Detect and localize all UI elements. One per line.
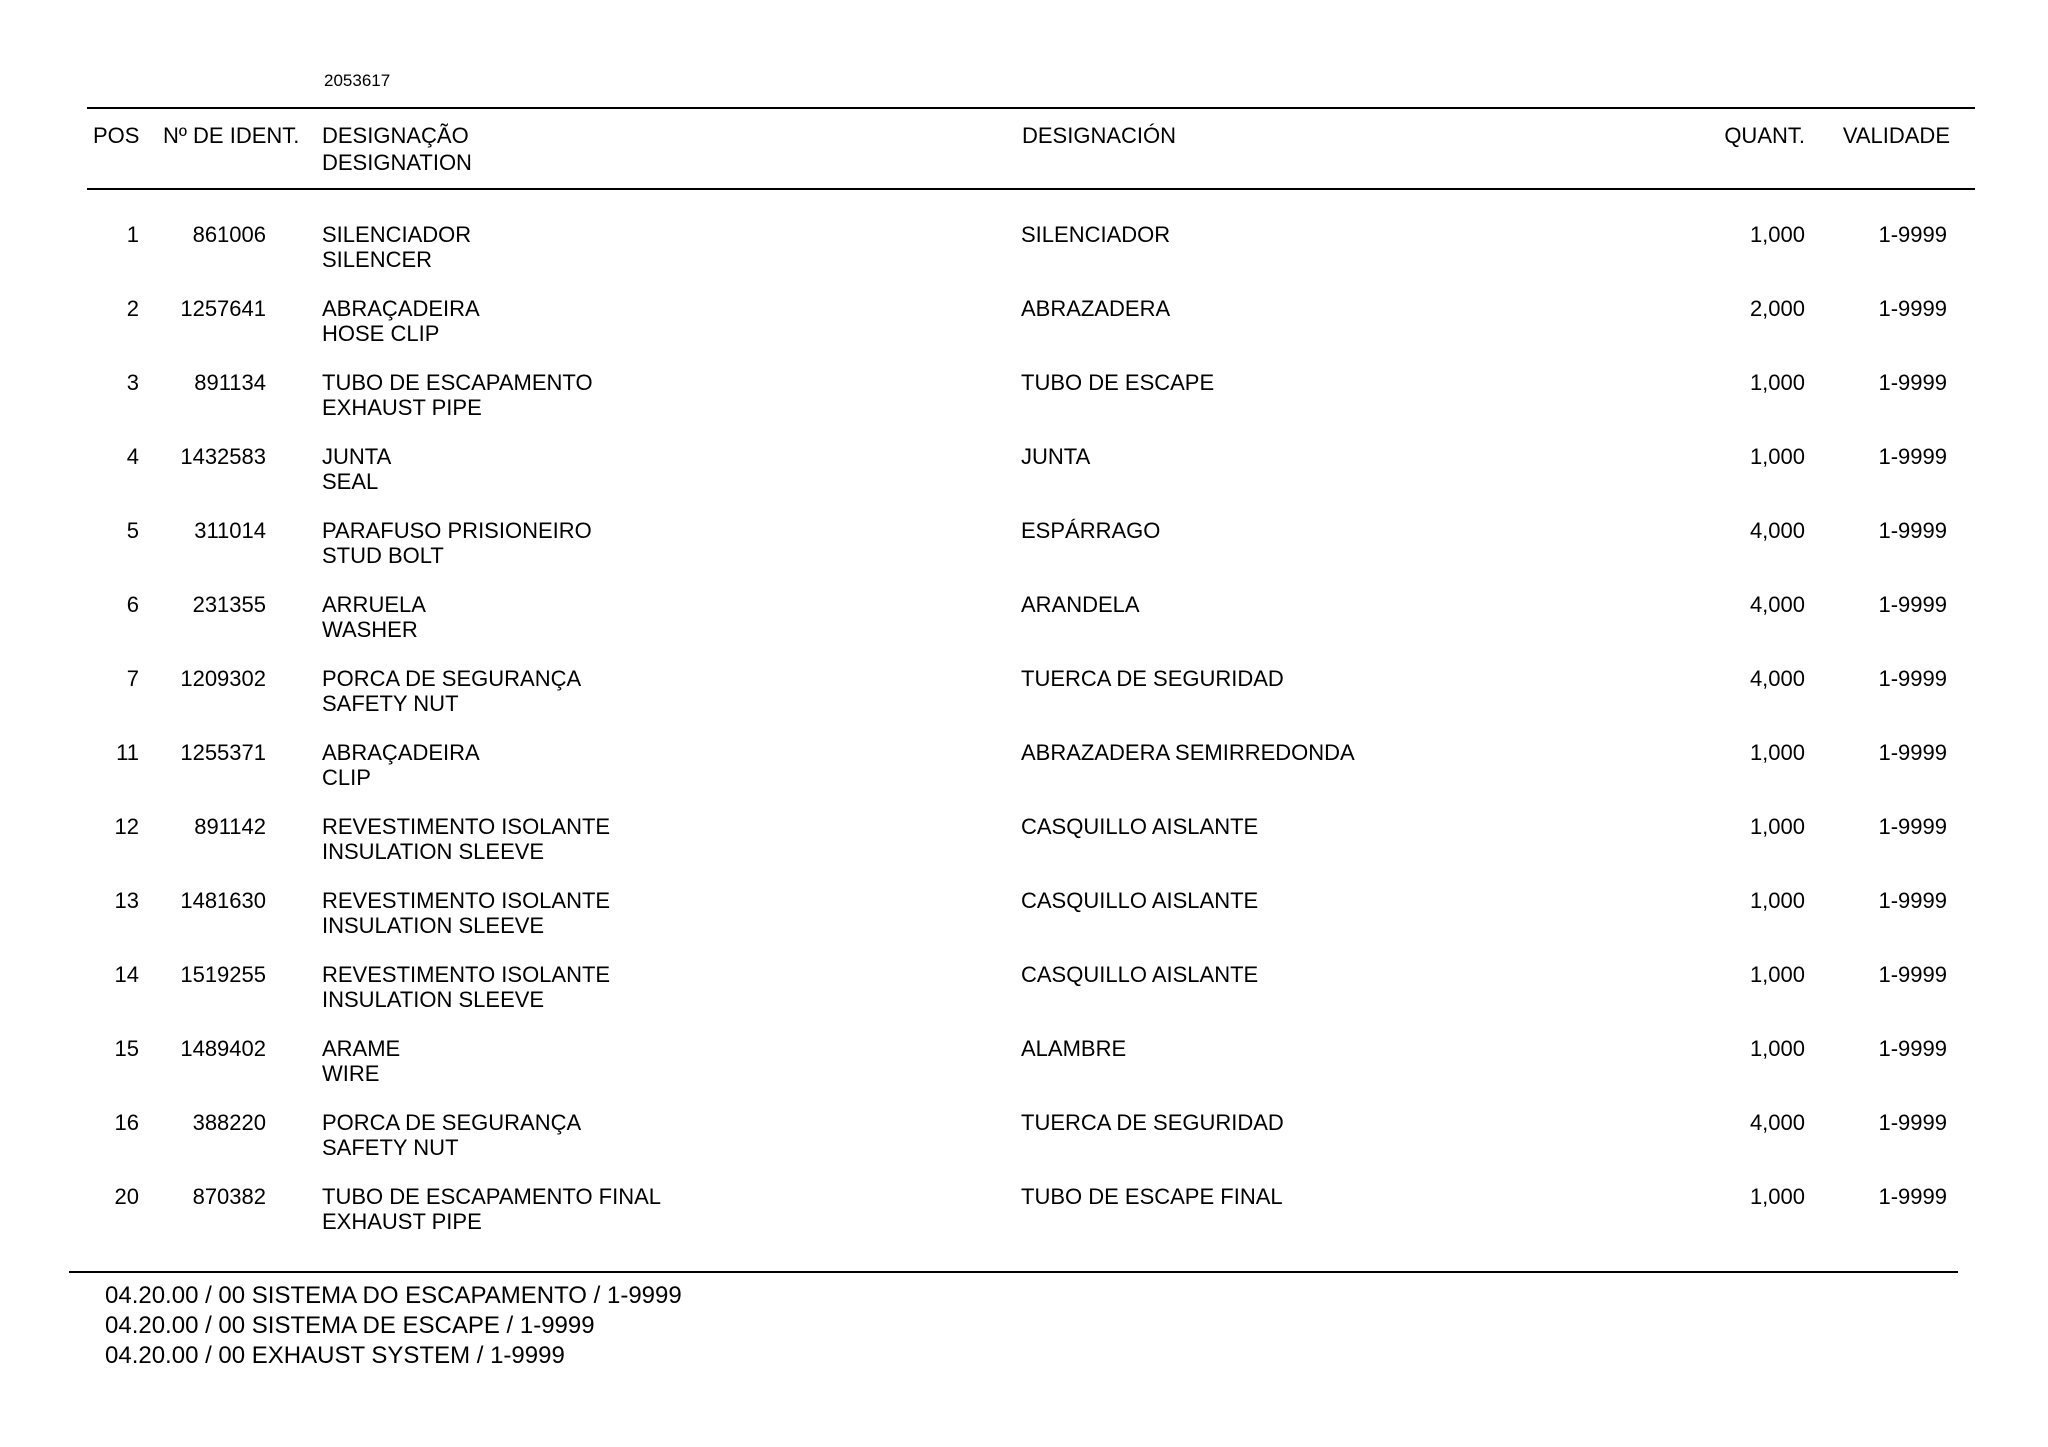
cell-quantity: 4,000 — [1749, 592, 1805, 617]
cell-ident-number: 1432583 — [180, 444, 266, 469]
cell-pos: 2 — [126, 296, 139, 321]
header-bottom-rule — [87, 188, 1975, 190]
document-number: 2053617 — [324, 71, 391, 90]
cell-pos: 3 — [126, 370, 139, 395]
cell-validity: 1-9999 — [1878, 666, 1947, 691]
cell-ident-number: 891134 — [194, 370, 266, 395]
table-bottom-rule — [69, 1271, 1958, 1273]
table-row — [0, 962, 2048, 1036]
cell-designation-es: TUBO DE ESCAPE FINAL — [1021, 1184, 1283, 1209]
cell-designation-es: CASQUILLO AISLANTE — [1021, 888, 1259, 913]
cell-designation-pt: PORCA DE SEGURANÇA — [322, 1110, 582, 1135]
cell-designation-pt: JUNTA — [322, 444, 392, 469]
cell-ident-number: 1489402 — [180, 1036, 266, 1061]
column-header-ident: Nº DE IDENT. — [163, 123, 300, 148]
cell-designation-pt: SILENCIADOR — [322, 222, 472, 247]
cell-designation-en: WASHER — [322, 617, 418, 642]
cell-designation-es: ABRAZADERA — [1021, 296, 1171, 321]
cell-pos: 12 — [114, 814, 139, 839]
cell-pos: 11 — [116, 740, 139, 765]
cell-validity: 1-9999 — [1878, 888, 1947, 913]
cell-quantity: 1,000 — [1749, 740, 1805, 765]
cell-quantity: 1,000 — [1749, 1036, 1805, 1061]
cell-quantity: 4,000 — [1749, 666, 1805, 691]
cell-designation-en: SILENCER — [322, 247, 433, 272]
cell-validity: 1-9999 — [1878, 1184, 1947, 1209]
table-row — [0, 222, 2048, 296]
table-row — [0, 814, 2048, 888]
table-row — [0, 444, 2048, 518]
column-header-quant: QUANT. — [1724, 123, 1805, 148]
cell-designation-en: EXHAUST PIPE — [322, 1209, 482, 1234]
cell-pos: 15 — [114, 1036, 139, 1061]
cell-quantity: 4,000 — [1749, 518, 1805, 543]
table-row — [0, 1036, 2048, 1110]
cell-validity: 1-9999 — [1878, 962, 1947, 987]
cell-designation-pt: PARAFUSO PRISIONEIRO — [322, 518, 592, 543]
cell-designation-en: SEAL — [322, 469, 379, 494]
cell-designation-es: JUNTA — [1021, 444, 1091, 469]
cell-ident-number: 311014 — [194, 518, 266, 543]
cell-designation-pt: ABRAÇADEIRA — [322, 740, 480, 765]
cell-ident-number: 1209302 — [180, 666, 266, 691]
column-header-designation-en: DESIGNATION — [322, 150, 472, 175]
cell-designation-pt: ABRAÇADEIRA — [322, 296, 480, 321]
cell-designation-es: ARANDELA — [1021, 592, 1140, 617]
cell-ident-number: 1519255 — [180, 962, 266, 987]
cell-designation-en: STUD BOLT — [322, 543, 444, 568]
column-header-designacion: DESIGNACIÓN — [1022, 123, 1177, 148]
cell-designation-en: SAFETY NUT — [322, 1135, 459, 1160]
cell-designation-pt: REVESTIMENTO ISOLANTE — [322, 814, 611, 839]
cell-validity: 1-9999 — [1878, 814, 1947, 839]
cell-designation-es: CASQUILLO AISLANTE — [1021, 814, 1259, 839]
column-header-designation — [322, 122, 472, 176]
cell-designation-es: TUBO DE ESCAPE — [1021, 370, 1215, 395]
cell-quantity: 1,000 — [1749, 370, 1805, 395]
cell-quantity: 1,000 — [1749, 888, 1805, 913]
cell-validity: 1-9999 — [1878, 370, 1947, 395]
footer-line-es: 04.20.00 / 00 SISTEMA DE ESCAPE / 1-9999 — [105, 1312, 595, 1339]
cell-ident-number: 1255371 — [180, 740, 266, 765]
cell-pos: 1 — [126, 222, 139, 247]
header-top-rule — [87, 107, 1975, 109]
cell-designation-pt: TUBO DE ESCAPAMENTO FINAL — [322, 1184, 662, 1209]
cell-validity: 1-9999 — [1878, 444, 1947, 469]
table-row — [0, 370, 2048, 444]
cell-designation-pt: TUBO DE ESCAPAMENTO — [322, 370, 593, 395]
cell-designation-es: TUERCA DE SEGURIDAD — [1021, 666, 1284, 691]
cell-ident-number: 861006 — [192, 222, 266, 247]
cell-designation-pt: REVESTIMENTO ISOLANTE — [322, 962, 611, 987]
cell-designation-pt: ARRUELA — [322, 592, 426, 617]
footer-line-pt: 04.20.00 / 00 SISTEMA DO ESCAPAMENTO / 1-9999 — [105, 1282, 682, 1309]
cell-designation-en: EXHAUST PIPE — [322, 395, 482, 420]
cell-validity: 1-9999 — [1878, 592, 1947, 617]
footer-line-en: 04.20.00 / 00 EXHAUST SYSTEM / 1-9999 — [105, 1342, 565, 1369]
table-row — [0, 518, 2048, 592]
cell-ident-number: 1257641 — [180, 296, 266, 321]
cell-quantity: 1,000 — [1749, 962, 1805, 987]
cell-quantity: 1,000 — [1749, 222, 1805, 247]
cell-designation-en: INSULATION SLEEVE — [322, 913, 545, 938]
cell-validity: 1-9999 — [1878, 518, 1947, 543]
cell-designation-pt: REVESTIMENTO ISOLANTE — [322, 888, 611, 913]
table-row — [0, 296, 2048, 370]
cell-designation-pt: PORCA DE SEGURANÇA — [322, 666, 582, 691]
cell-designation-es: ABRAZADERA SEMIRREDONDA — [1021, 740, 1355, 765]
cell-designation-en: INSULATION SLEEVE — [322, 839, 545, 864]
cell-quantity: 1,000 — [1749, 444, 1805, 469]
cell-pos: 14 — [114, 962, 139, 987]
cell-designation-es: ESPÁRRAGO — [1021, 518, 1161, 543]
cell-validity: 1-9999 — [1878, 740, 1947, 765]
table-row — [0, 740, 2048, 814]
cell-designation-en: WIRE — [322, 1061, 380, 1086]
cell-designation-es: TUERCA DE SEGURIDAD — [1021, 1110, 1284, 1135]
cell-pos: 20 — [114, 1184, 139, 1209]
table-row — [0, 1110, 2048, 1184]
cell-designation-en: SAFETY NUT — [322, 691, 459, 716]
cell-pos: 6 — [126, 592, 139, 617]
cell-designation-en: HOSE CLIP — [322, 321, 440, 346]
table-row — [0, 1184, 2048, 1258]
cell-designation-en: INSULATION SLEEVE — [322, 987, 545, 1012]
table-row — [0, 592, 2048, 666]
cell-designation-pt: ARAME — [322, 1036, 401, 1061]
cell-validity: 1-9999 — [1878, 296, 1947, 321]
cell-validity: 1-9999 — [1878, 1110, 1947, 1135]
cell-validity: 1-9999 — [1878, 1036, 1947, 1061]
cell-quantity: 2,000 — [1749, 296, 1805, 321]
column-header-designacao: DESIGNAÇÃO — [322, 123, 469, 148]
cell-ident-number: 1481630 — [180, 888, 266, 913]
cell-validity: 1-9999 — [1878, 222, 1947, 247]
cell-designation-es: ALAMBRE — [1021, 1036, 1127, 1061]
cell-quantity: 1,000 — [1749, 1184, 1805, 1209]
cell-quantity: 4,000 — [1749, 1110, 1805, 1135]
cell-pos: 7 — [126, 666, 139, 691]
column-header-validade: VALIDADE — [1842, 123, 1950, 148]
cell-designation-es: CASQUILLO AISLANTE — [1021, 962, 1259, 987]
cell-pos: 13 — [114, 888, 139, 913]
cell-ident-number: 388220 — [192, 1110, 266, 1135]
cell-designation-en: CLIP — [322, 765, 371, 790]
cell-pos: 16 — [114, 1110, 139, 1135]
cell-pos: 4 — [126, 444, 139, 469]
table-row — [0, 888, 2048, 962]
column-header-pos: POS — [93, 123, 140, 148]
cell-ident-number: 891142 — [194, 814, 266, 839]
cell-ident-number: 231355 — [192, 592, 266, 617]
cell-ident-number: 870382 — [192, 1184, 266, 1209]
cell-quantity: 1,000 — [1749, 814, 1805, 839]
cell-pos: 5 — [126, 518, 139, 543]
cell-designation-es: SILENCIADOR — [1021, 222, 1171, 247]
table-row — [0, 666, 2048, 740]
